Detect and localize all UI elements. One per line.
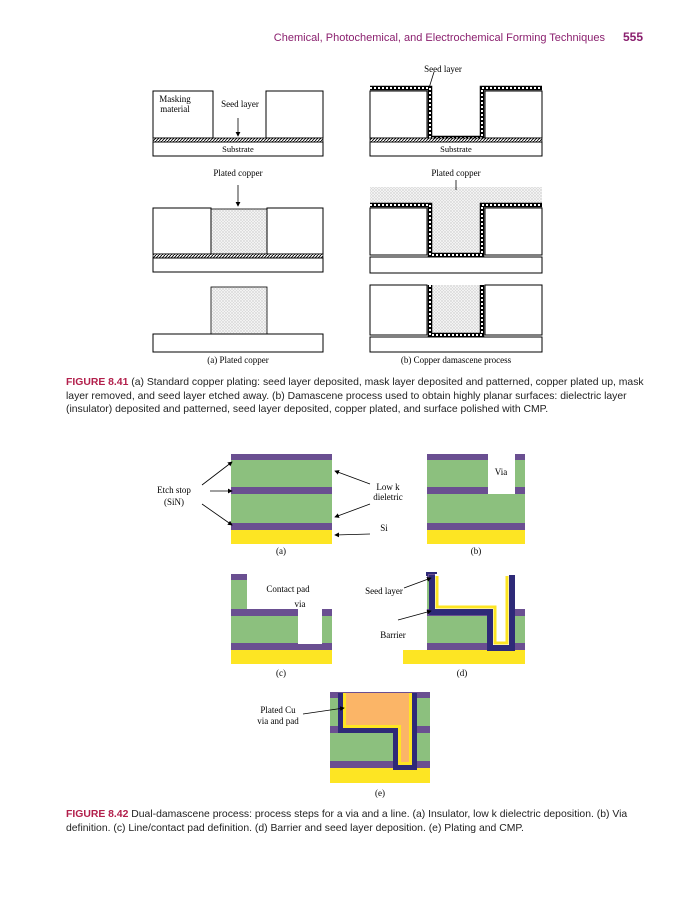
figure-8-41-caption-label: FIGURE 8.41	[66, 377, 129, 388]
masking-material-label-2: material	[160, 104, 190, 114]
figure-8-42-caption	[66, 808, 646, 835]
plated-cu-label: Plated Cu	[260, 705, 296, 715]
running-title: Chemical, Photochemical, and Electrochemical Forming Techniques	[273, 32, 605, 44]
seed-layer-label-a: Seed layer	[221, 99, 259, 109]
plated-cu-label-2: via and pad	[257, 716, 299, 726]
subfigure-label-e: (e)	[375, 788, 385, 798]
figure-8-41-caption	[66, 376, 646, 417]
fig842-e	[330, 692, 430, 783]
subfigure-label-a: (a) Plated copper	[207, 355, 269, 365]
subfigure-label-c: (c)	[276, 668, 286, 678]
contact-pad-label-2: via	[294, 599, 306, 609]
etch-stop-label: Etch stop	[157, 485, 191, 495]
low-k-label-2: dieletric	[373, 492, 403, 502]
masking-material-label: Masking	[159, 94, 191, 104]
substrate-label-a: Substrate	[222, 144, 254, 154]
fig841-a-step3	[153, 287, 323, 352]
figure-8-42	[157, 453, 526, 798]
fig841-b-step2	[370, 180, 542, 273]
fig842-d	[403, 573, 526, 664]
seed-layer-label-b: Seed layer	[424, 64, 462, 74]
seed-layer-label: Seed layer	[365, 586, 403, 596]
contact-pad-label: Contact pad	[266, 584, 310, 594]
subfigure-label-d: (d)	[456, 668, 468, 678]
barrier-label: Barrier	[380, 630, 406, 640]
figure-8-41	[153, 64, 542, 365]
etch-stop-label-2: (SiN)	[164, 497, 184, 507]
fig842-b	[427, 453, 525, 544]
plated-copper-label-a: Plated copper	[213, 168, 263, 178]
page-number: 555	[622, 30, 643, 44]
figure-8-42-caption-text: Dual-damascene process: process steps for a via and a line. (a) Insulator, low k dielectric deposition. (b) Via definition. (c) Line/contact pad definition. (d) Barrier and seed layer deposition. (e) Plating and CMP.	[66, 809, 628, 834]
plated-copper-label-b: Plated copper	[431, 168, 481, 178]
low-k-label: Low k	[376, 482, 400, 492]
figure-8-42-caption-label: FIGURE 8.42	[66, 809, 129, 820]
figure-8-41-caption-text: (a) Standard copper plating: seed layer deposited, mask layer deposited and patterned, copper plated up, mask layer removed, and seed layer etched away. (b) Damascene process used to obtain highly planar surfaces: dielectric layer (insulator) deposited and patterned, seed layer deposited, copper plated, and surface polished with CMP.	[66, 377, 644, 415]
fig841-a-step2	[153, 185, 323, 272]
subfigure-label-b: (b)	[470, 546, 482, 556]
fig841-b-step3	[370, 285, 542, 352]
substrate-label-b: Substrate	[440, 144, 472, 154]
via-label: Via	[494, 467, 508, 477]
si-label: Si	[380, 523, 388, 533]
subfigure-label-a: (a)	[276, 546, 286, 556]
subfigure-label-b: (b) Copper damascene process	[400, 355, 512, 365]
fig842-a	[231, 454, 332, 544]
